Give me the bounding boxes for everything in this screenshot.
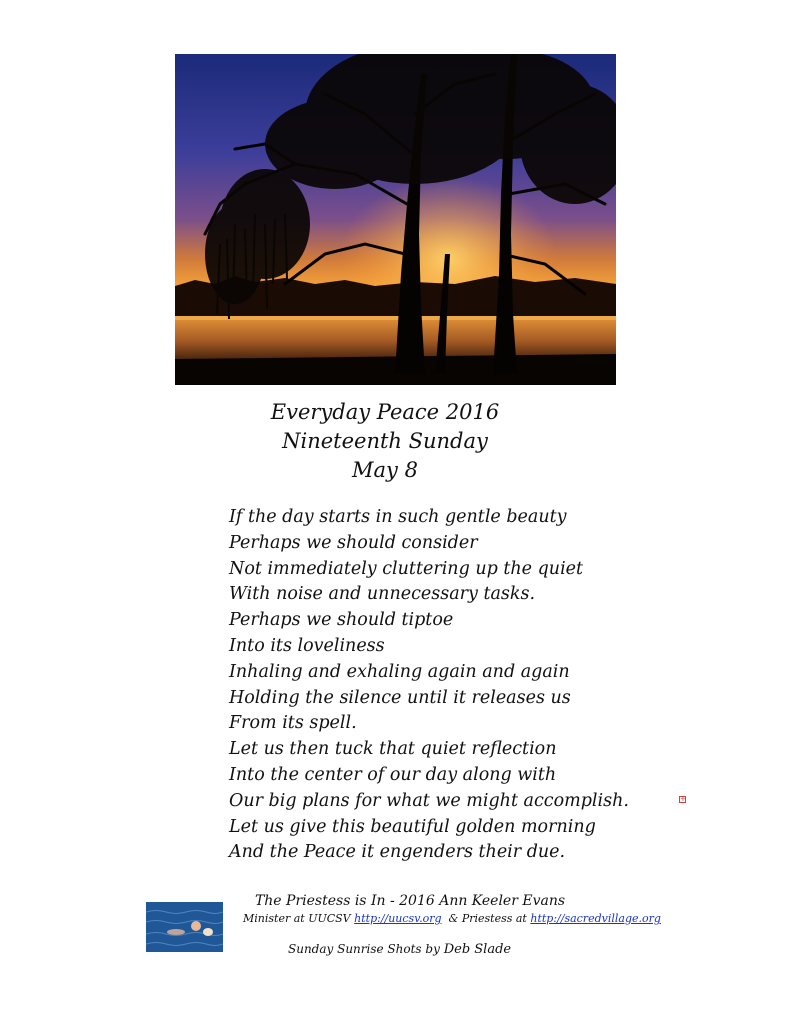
poem-heading — [240, 398, 530, 485]
poem-line: From its spell. — [229, 713, 357, 734]
poem-line: Into the center of our day along with — [229, 764, 557, 785]
credit-name: Deb Slade — [443, 942, 512, 957]
poem-line: Into its loveliness — [229, 635, 385, 656]
poem-line: Holding the silence until it releases us — [229, 687, 571, 708]
poem-line: Not immediately cluttering up the quiet — [229, 558, 584, 579]
poem-line: With noise and unnecessary tasks. — [229, 584, 536, 605]
priestess-label: & Priestess at — [448, 912, 527, 925]
small-plus-box-icon[interactable]: + — [680, 795, 686, 803]
poem-line: Inhaling and exhaling again and again — [229, 661, 570, 682]
swimmer-thumbnail — [146, 902, 223, 952]
poem-line: Let us give this beautiful golden morning — [229, 816, 596, 837]
minister-label: Minister at UUCSV — [243, 912, 351, 925]
photo-credit — [288, 942, 548, 957]
page-date: May 8 — [352, 458, 418, 482]
poem-line: Let us then tuck that quiet reflection — [229, 739, 557, 760]
credit-label: Sunday Sunrise Shots by — [288, 942, 440, 956]
uucsv-link[interactable]: http://uucsv.org — [354, 912, 442, 925]
footer-title: The Priestess is In - 2016 Ann Keeler Evans — [254, 893, 566, 909]
sunset-photo — [175, 54, 616, 385]
poem-line: And the Peace it engenders their due. — [229, 842, 566, 863]
poem-body — [229, 505, 669, 866]
page-subtitle: Nineteenth Sunday — [282, 429, 488, 453]
poem-line: Perhaps we should tiptoe — [229, 610, 454, 631]
poem-line: Perhaps we should consider — [229, 532, 478, 553]
sacred-village-link[interactable]: http://sacredvillage.org — [530, 912, 661, 925]
footer-affiliations — [243, 912, 661, 925]
poem-line: If the day starts in such gentle beauty — [229, 507, 567, 527]
poem-line: Our big plans for what we might accomplish. — [229, 790, 629, 811]
page-title: Everyday Peace 2016 — [270, 400, 500, 424]
